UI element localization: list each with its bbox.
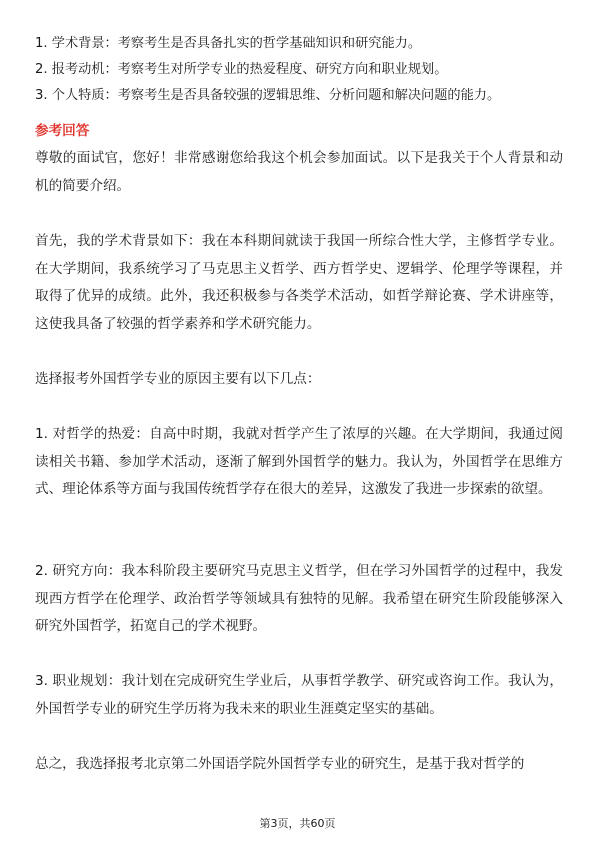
paragraph-reason-passion: 1. 对哲学的热爱：自高中时期，我就对哲学产生了浓厚的兴趣。在大学期间，我通过阅读相关书籍、参加学术活动，逐渐了解到外国哲学的魅力。我认为，外国哲学在思维方式、理论体系等方面与我国传统哲学存在很大的差异，这激发了我进一步探索的欲望。 bbox=[35, 426, 563, 497]
assessment-criteria-list bbox=[35, 31, 563, 109]
criterion-academic-background: 1. 学术背景：考察考生是否具备扎实的哲学基础知识和研究能力。 bbox=[35, 36, 422, 51]
paragraph-reason-research: 2. 研究方向：我本科阶段主要研究马克思主义哲学，但在学习外国哲学的过程中，我发现西方哲学在伦理学、政治哲学等领域具有独特的见解。我希望在研究生阶段能够深入研究外国哲学，拓宽自己的学术视野。 bbox=[35, 563, 563, 634]
page-number-footer: 第3页，共60页 bbox=[259, 817, 336, 830]
paragraph-academic-background: 首先，我的学术背景如下：我在本科期间就读于我国一所综合性大学，主修哲学专业。在大学期间，我系统学习了马克思主义哲学、西方哲学史、逻辑学、伦理学等课程，并取得了优异的成绩。此外，我还积极参与各类学术活动，如哲学辩论赛、学术讲座等，这使我具备了较强的哲学素养和学术研究能力。 bbox=[35, 233, 563, 332]
answer-heading: 参考回答 bbox=[35, 123, 90, 139]
paragraph-reason-career: 3. 职业规划：我计划在完成研究生学业后，从事哲学教学、研究或咨询工作。我认为，外国哲学专业的研究生学历将为我未来的职业生涯奠定坚实的基础。 bbox=[35, 673, 563, 717]
criterion-personal-traits: 3. 个人特质：考察考生是否具备较强的逻辑思维、分析问题和解决问题的能力。 bbox=[35, 88, 501, 103]
paragraph-greeting: 尊敬的面试官，您好！非常感谢您给我这个机会参加面试。以下是我关于个人背景和动机的简要介绍。 bbox=[35, 150, 563, 194]
criterion-application-motivation: 2. 报考动机：考察考生对所学专业的热爱程度、研究方向和职业规划。 bbox=[35, 62, 448, 77]
paragraph-reasons-intro: 选择报考外国哲学专业的原因主要有以下几点： bbox=[35, 371, 321, 387]
paragraph-conclusion: 总之，我选择报考北京第二外国语学院外国哲学专业的研究生，是基于我对哲学的 bbox=[35, 756, 525, 772]
